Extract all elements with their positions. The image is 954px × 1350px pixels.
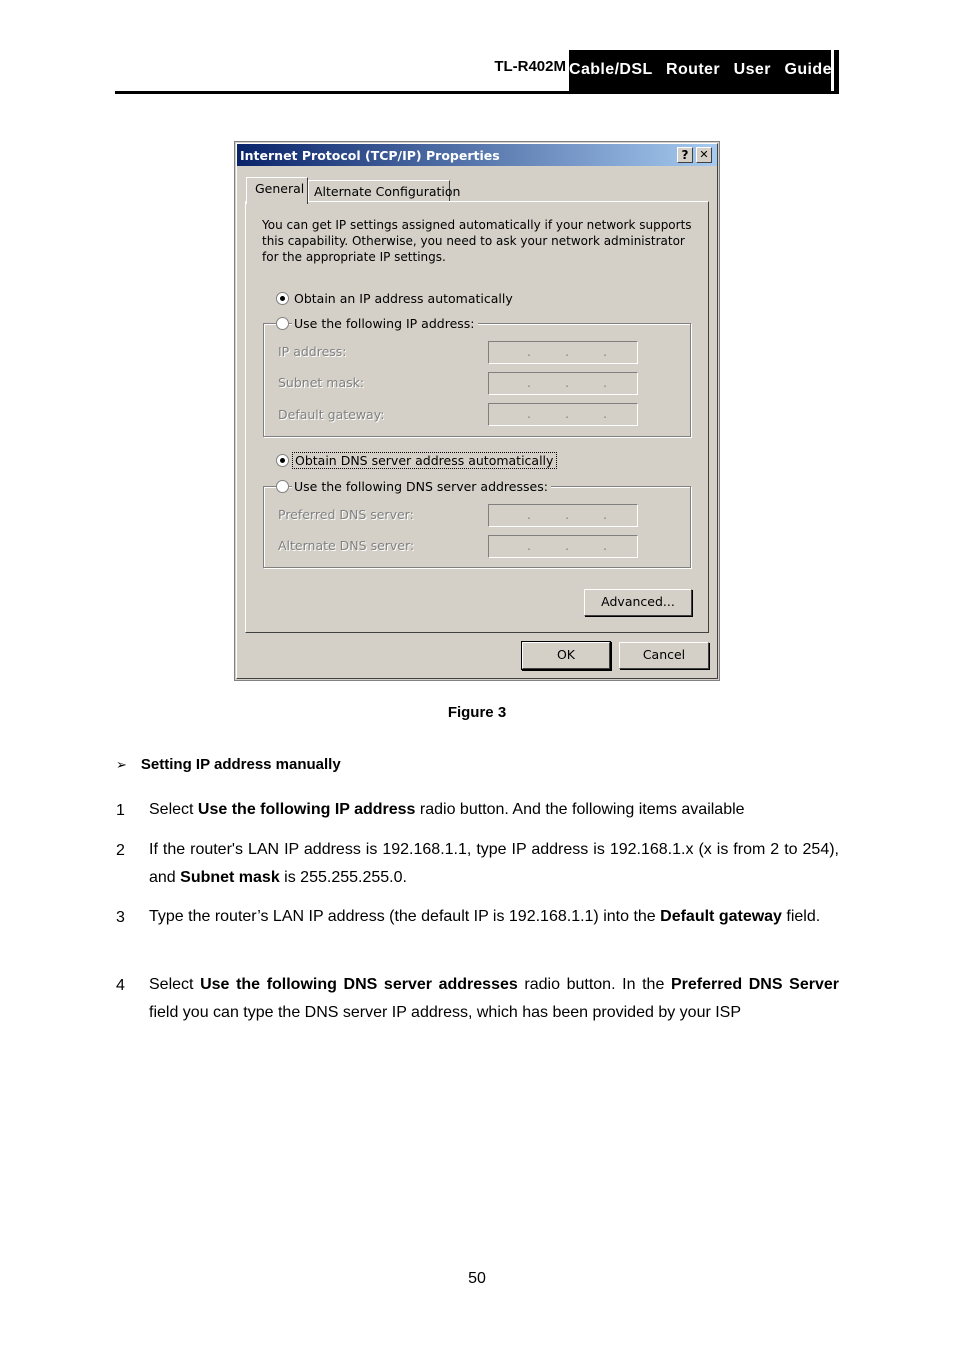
tab-alternate-configuration[interactable]: Alternate Configuration: [308, 180, 450, 202]
advanced-button[interactable]: Advanced...: [584, 589, 692, 616]
header-model: TL-R402M: [494, 58, 566, 75]
default-gateway-field: . . .: [488, 403, 638, 426]
section-heading: [116, 756, 341, 773]
dialog-title: Internet Protocol (TCP/IP) Properties: [240, 148, 500, 163]
default-gateway-label: Default gateway:: [278, 407, 385, 422]
page-number: 50: [468, 1270, 486, 1287]
header-accent-bar: [834, 50, 839, 93]
step-3-text: Type the router’s LAN IP address (the default IP is 192.168.1.1) into the Default gateway field.: [149, 908, 821, 925]
arrow-bullet-icon: ➢: [116, 758, 127, 773]
obtain-ip-radio[interactable]: [276, 292, 289, 305]
obtain-dns-label[interactable]: Obtain DNS server address automatically: [293, 453, 556, 468]
step-4-text: Select Use the following DNS server addresses radio button. In the Preferred DNS Server field you can type the DNS server IP address, which has been provided by your ISP: [149, 976, 839, 1021]
help-icon[interactable]: ?: [677, 147, 693, 163]
figure-caption: Figure 3: [447, 704, 507, 721]
use-ip-label[interactable]: Use the following IP address:: [292, 316, 478, 331]
step-number: 3: [116, 909, 125, 926]
use-dns-label[interactable]: Use the following DNS server addresses:: [292, 479, 551, 494]
preferred-dns-field: . . .: [488, 504, 638, 527]
alternate-dns-label: Alternate DNS server:: [278, 538, 415, 553]
ip-address-field: . . .: [488, 341, 638, 364]
obtain-dns-radio[interactable]: [276, 454, 289, 467]
tab-general[interactable]: General: [246, 177, 308, 204]
obtain-ip-label[interactable]: Obtain an IP address automatically: [292, 291, 516, 306]
section-heading-text: Setting IP address manually: [140, 756, 341, 773]
tcpip-properties-dialog: [234, 141, 720, 681]
dialog-description: You can get IP settings assigned automatically if your network supports this capability. Otherwise, you need to ask your network administrator for the appropriate IP settings.: [262, 218, 692, 264]
ip-address-label: IP address:: [278, 344, 347, 359]
cancel-button[interactable]: Cancel: [619, 642, 709, 669]
step-1-text: Select Use the following IP address radio button. And the following items available: [149, 801, 745, 818]
dialog-titlebar[interactable]: [237, 144, 717, 166]
alternate-dns-field: . . .: [488, 535, 638, 558]
step-number: 1: [116, 802, 125, 819]
use-dns-radio[interactable]: [276, 480, 289, 493]
ok-button[interactable]: OK: [522, 642, 610, 669]
step-number: 4: [116, 977, 125, 994]
step-2-text: If the router's LAN IP address is 192.168.1.1, type IP address is 192.168.1.x (x is from 2 to 254), and Subnet mask is 255.255.255.0.: [149, 841, 839, 886]
subnet-mask-label: Subnet mask:: [278, 375, 365, 390]
subnet-mask-field: . . .: [488, 372, 638, 395]
preferred-dns-label: Preferred DNS server:: [278, 507, 414, 522]
step-number: 2: [116, 842, 125, 859]
header-guide-title: Cable/DSL Router User Guide: [569, 50, 831, 93]
use-ip-radio[interactable]: [276, 317, 289, 330]
header-rule: [115, 91, 839, 94]
close-icon[interactable]: ✕: [696, 147, 712, 163]
